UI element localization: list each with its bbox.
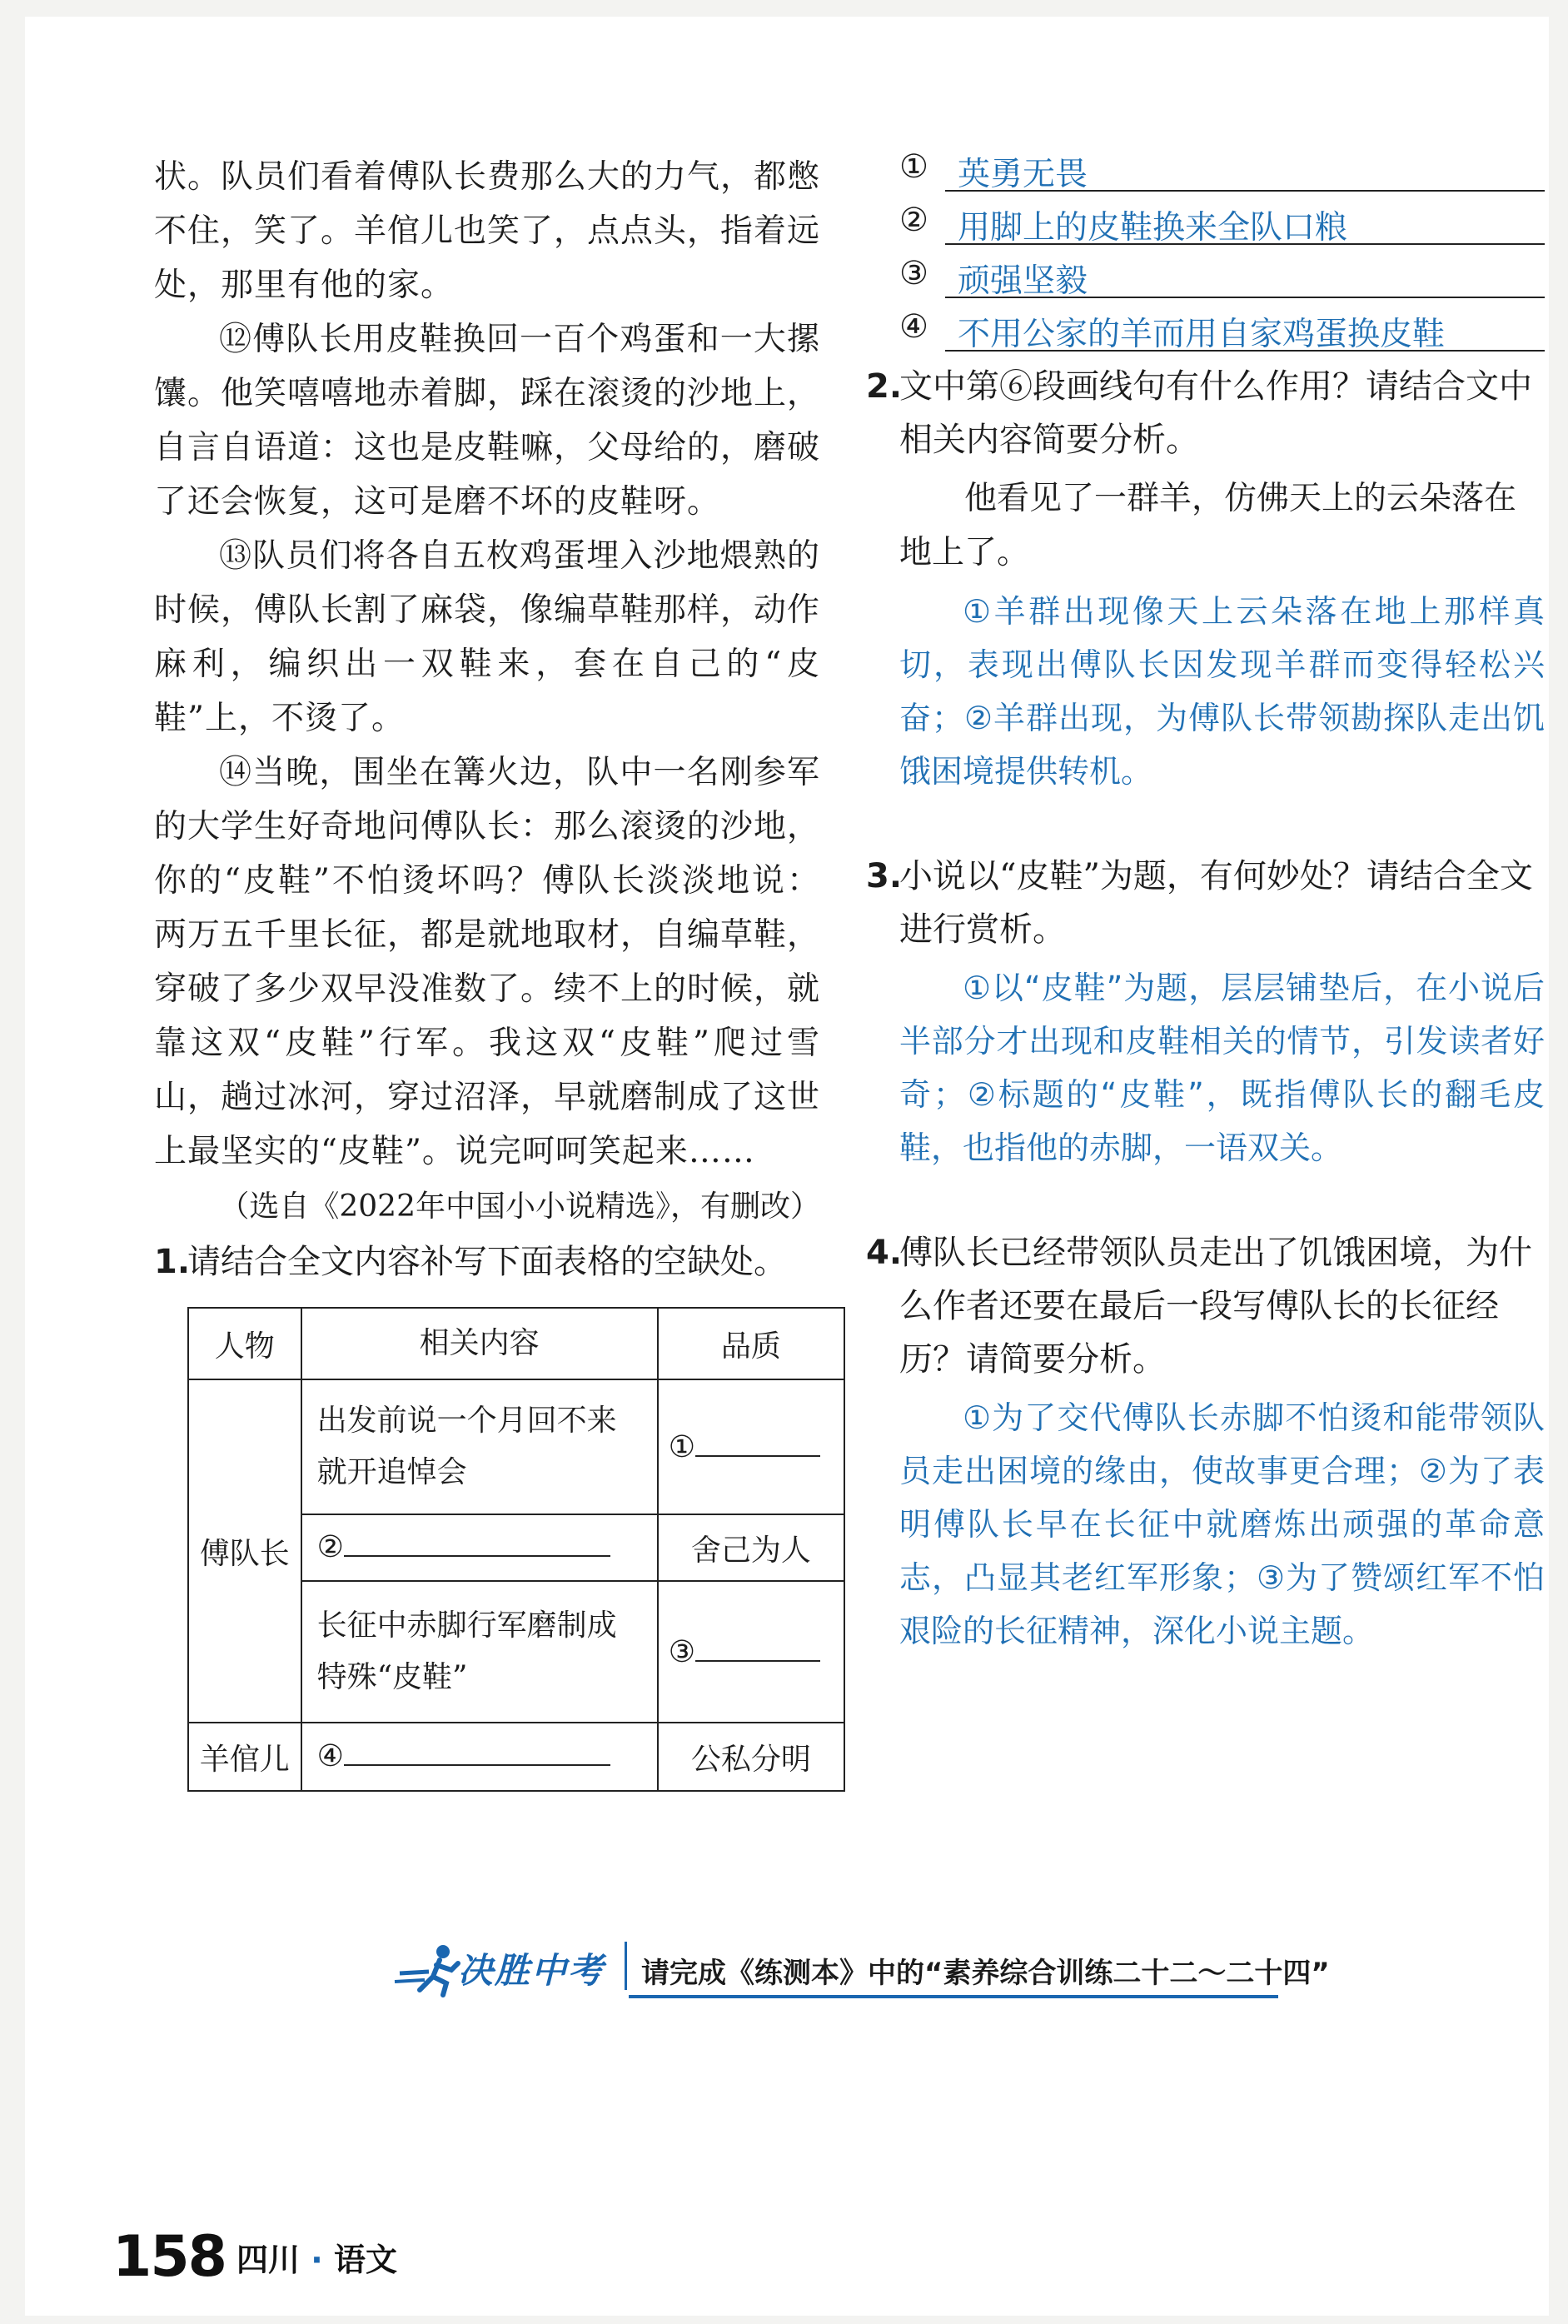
- question-4: [866, 1226, 1545, 1386]
- blank-line[interactable]: [695, 1660, 820, 1662]
- answer-underline: [945, 190, 1545, 192]
- answer-row: [866, 142, 1545, 195]
- table-cell-quality[interactable]: [658, 1581, 844, 1723]
- answer-number: ①: [899, 148, 928, 186]
- blank-line[interactable]: [695, 1455, 820, 1457]
- page-number: 158: [112, 2224, 226, 2290]
- question-3: [866, 850, 1545, 956]
- banner-logo-text: 决胜中考: [458, 1950, 605, 1991]
- banner-message: 请完成《练测本》中的“素养综合训练二十二～二十四”: [641, 1957, 1330, 1990]
- table-cell-quality[interactable]: [658, 1379, 844, 1514]
- footer-subject: [236, 2242, 397, 2278]
- blank-marker: ④: [316, 1739, 344, 1773]
- answer-underline: [945, 350, 1545, 352]
- blank-marker: ③: [668, 1634, 696, 1669]
- question-3-number: 3.: [866, 857, 903, 895]
- banner-divider: [625, 1942, 627, 1990]
- table-cell-content[interactable]: [301, 1514, 658, 1581]
- banner-underline: [629, 1995, 1278, 1998]
- answer-row: [866, 248, 1545, 302]
- question-1: [154, 1235, 820, 1289]
- answer-number: ②: [899, 202, 928, 239]
- answer-text: 不用公家的羊而用自家鸡蛋换皮鞋: [958, 316, 1446, 353]
- answer-text: 英勇无畏: [958, 156, 1088, 193]
- question-4-text: 傅队长已经带领队员走出了饥饿困境，为什么作者还要在最后一段写傅队长的长征经历？请简要分析。: [899, 1234, 1532, 1379]
- passage-paragraph-continued: 状。队员们看着傅队长费那么大的力气，都憋不住，笑了。羊倌儿也笑了，点点头，指着远处，那里有他的家。: [154, 158, 821, 304]
- page-footer: [112, 2224, 397, 2290]
- question-2-answer: ①羊群出现像天上云朵落在地上那样真切，表现出傅队长因发现羊群而变得轻松兴奋；②羊群出现，为傅队长带领勘探队走出饥饿困境提供转机。: [899, 593, 1545, 790]
- answer-text: 用脚上的皮鞋换来全队口粮: [958, 209, 1348, 247]
- passage-paragraph-14: ⑭当晚，围坐在篝火边，队中一名刚参军的大学生好奇地问傅队长：那么滚烫的沙地，你的“皮鞋”不怕烫坏吗？傅队长淡淡地说：两万五千里长征，都是就地取材，自编草鞋，穿破了多少双早没准数了。续不上的时候，就靠这双“皮鞋”行军。我这双“皮鞋”爬过雪山，趟过冰河，穿过沼泽，早就磨制成了这世上最坚实的“皮鞋”。说完呵呵笑起来……: [154, 754, 821, 1170]
- right-column: [866, 150, 1545, 1658]
- table-header-content: 相关内容: [301, 1308, 658, 1379]
- answer-underline: [945, 243, 1545, 245]
- question-4-number: 4.: [866, 1234, 903, 1272]
- footer-subject-name: 语文: [333, 2242, 397, 2278]
- footer-dot: ·: [311, 2242, 323, 2278]
- answer-number: ④: [899, 308, 928, 346]
- question-1-answers: [866, 142, 1545, 355]
- table-cell-quality: 公私分明: [658, 1723, 844, 1791]
- table-cell-quality: 舍己为人: [658, 1514, 844, 1581]
- question-2-text: 文中第⑥段画线句有什么作用？请结合文中相关内容简要分析。: [899, 367, 1532, 459]
- table-row: [188, 1379, 844, 1514]
- question-3-text: 小说以“皮鞋”为题，有何妙处？请结合全文进行赏析。: [899, 857, 1533, 949]
- passage-source: （选自《2022年中国小小说精选》，有删改）: [219, 1189, 820, 1224]
- exam-prep-banner: [391, 1937, 1330, 2003]
- table-cell-content: 长征中赤脚行军磨制成特殊“皮鞋”: [301, 1581, 658, 1723]
- blank-line[interactable]: [344, 1555, 610, 1557]
- table-header-row: [188, 1308, 844, 1379]
- question-4-answer: ①为了交代傅队长赤脚不怕烫和能带领队员走出困境的缘由，使故事更合理；②为了表明傅队长早在长征中就磨炼出顽强的革命意志，凸显其老红军形象；③为了赞颂红军不怕艰险的长征精神，深化小说主题。: [899, 1399, 1545, 1649]
- answer-row: [866, 195, 1545, 248]
- table-cell-content[interactable]: [301, 1723, 658, 1791]
- passage-paragraph-12: ⑫傅队长用皮鞋换回一百个鸡蛋和一大摞馕。他笑嘻嘻地赤着脚，踩在滚烫的沙地上，自言自语道：这也是皮鞋嘛，父母给的，磨破了还会恢复，这可是磨不坏的皮鞋呀。: [154, 321, 821, 521]
- table-cell-content: 出发前说一个月回不来就开追悼会: [301, 1379, 658, 1514]
- answer-underline: [945, 297, 1545, 298]
- question-1-number: 1.: [154, 1243, 191, 1281]
- answer-row: [866, 302, 1545, 355]
- table-row: [188, 1723, 844, 1791]
- table-person-fu: 傅队长: [188, 1379, 301, 1723]
- left-column: [154, 150, 820, 1792]
- workbook-page: [25, 17, 1549, 2316]
- answer-number: ③: [899, 255, 928, 292]
- blank-marker: ②: [316, 1530, 344, 1564]
- fill-in-table: [187, 1307, 845, 1792]
- question-2-quote: 他看见了一群羊，仿佛天上的云朵落在地上了。: [899, 480, 1517, 571]
- passage-paragraph-13: ⑬队员们将各自五枚鸡蛋埋入沙地煨熟的时候，傅队长割了麻袋，像编草鞋那样，动作麻利，编织出一双鞋来，套在自己的“皮鞋”上，不烫了。: [154, 537, 821, 737]
- table-header-person: 人物: [188, 1308, 301, 1379]
- question-2-number: 2.: [866, 367, 903, 406]
- blank-line[interactable]: [344, 1764, 610, 1766]
- table-person-shepherd: 羊倌儿: [188, 1723, 301, 1791]
- answer-text: 顽强坚毅: [958, 262, 1088, 300]
- question-3-answer: ①以“皮鞋”为题，层层铺垫后，在小说后半部分才出现和皮鞋相关的情节，引发读者好奇；②标题的“皮鞋”，既指傅队长的翻毛皮鞋，也指他的赤脚，一语双关。: [899, 970, 1545, 1166]
- question-2: [866, 360, 1545, 466]
- blank-marker: ①: [668, 1429, 696, 1464]
- table-header-quality: 品质: [658, 1308, 844, 1379]
- question-1-text: 请结合全文内容补写下面表格的空缺处。: [187, 1243, 787, 1281]
- footer-region: 四川: [236, 2242, 301, 2278]
